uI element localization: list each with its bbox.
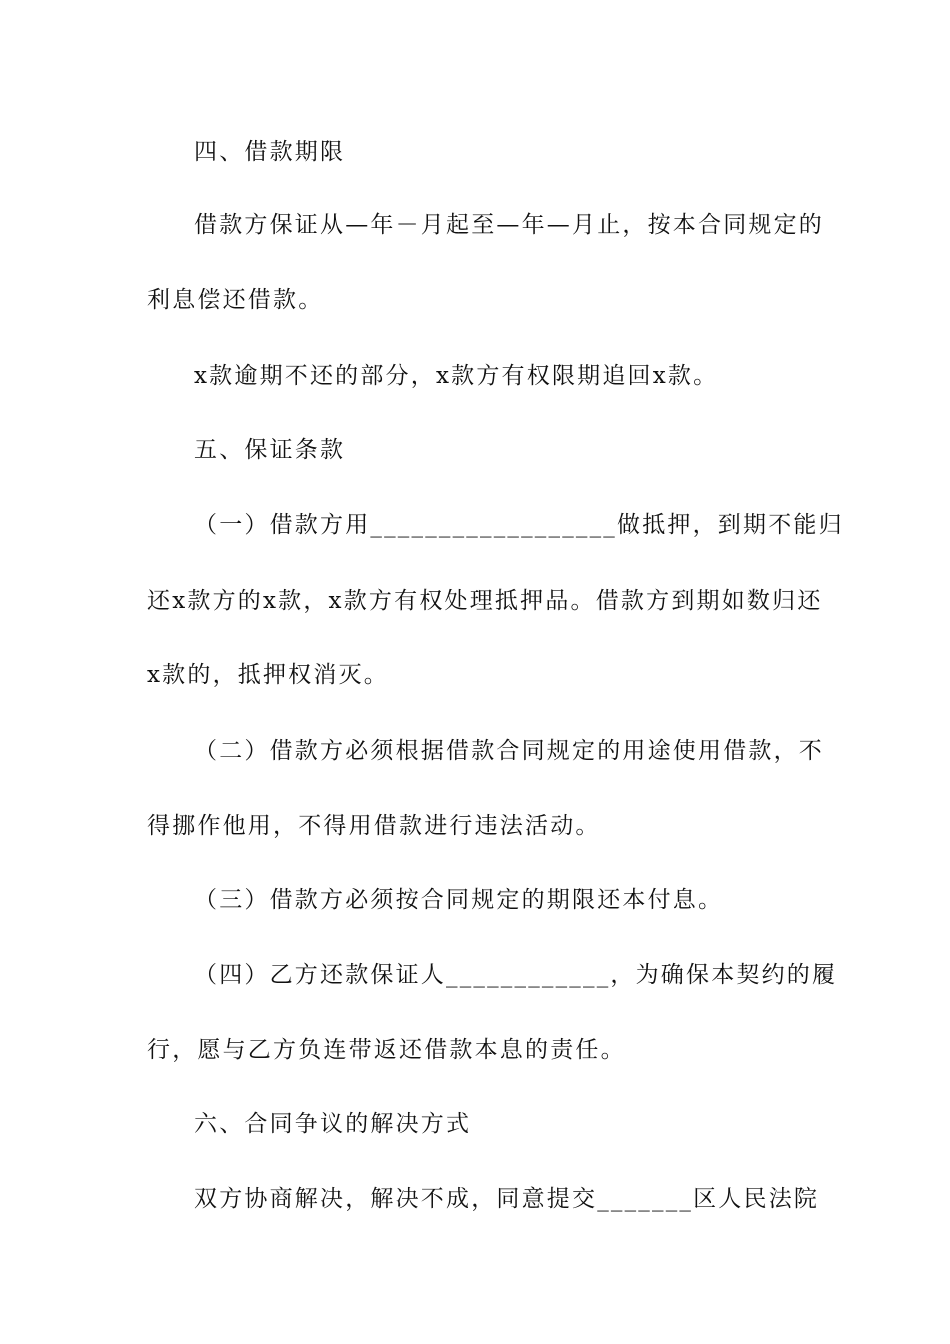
paragraph-line: 得挪作他用，不得用借款进行违法活动。 [147,813,601,839]
paragraph-line: x款的，抵押权消灭。 [147,662,389,688]
paragraph-line: 双方协商解决，解决不成，同意提交_______区人民法院 [194,1186,820,1212]
paragraph-line: （四）乙方还款保证人____________，为确保本契约的履 [194,962,838,988]
paragraph-line: 还x款方的x款，x款方有权处理抵押品。借款方到期如数归还 [147,588,823,614]
paragraph-line: x款逾期不还的部分，x款方有权限期追回x款。 [194,363,719,389]
paragraph-line: 行，愿与乙方负连带返还借款本息的责任。 [147,1037,626,1063]
paragraph-line: 利息偿还借款。 [147,287,324,313]
section-heading-loan-term: 四、借款期限 [194,139,346,165]
paragraph-line: （二）借款方必须根据借款合同规定的用途使用借款，不 [194,738,824,764]
paragraph-line: （一）借款方用__________________做抵押，到期不能归 [194,512,844,538]
paragraph-line: 借款方保证从—年－月起至—年—月止，按本合同规定的 [194,212,824,238]
section-heading-guarantee: 五、保证条款 [194,437,346,463]
paragraph-line: （三）借款方必须按合同规定的期限还本付息。 [194,887,724,913]
section-heading-dispute: 六、合同争议的解决方式 [194,1111,472,1137]
